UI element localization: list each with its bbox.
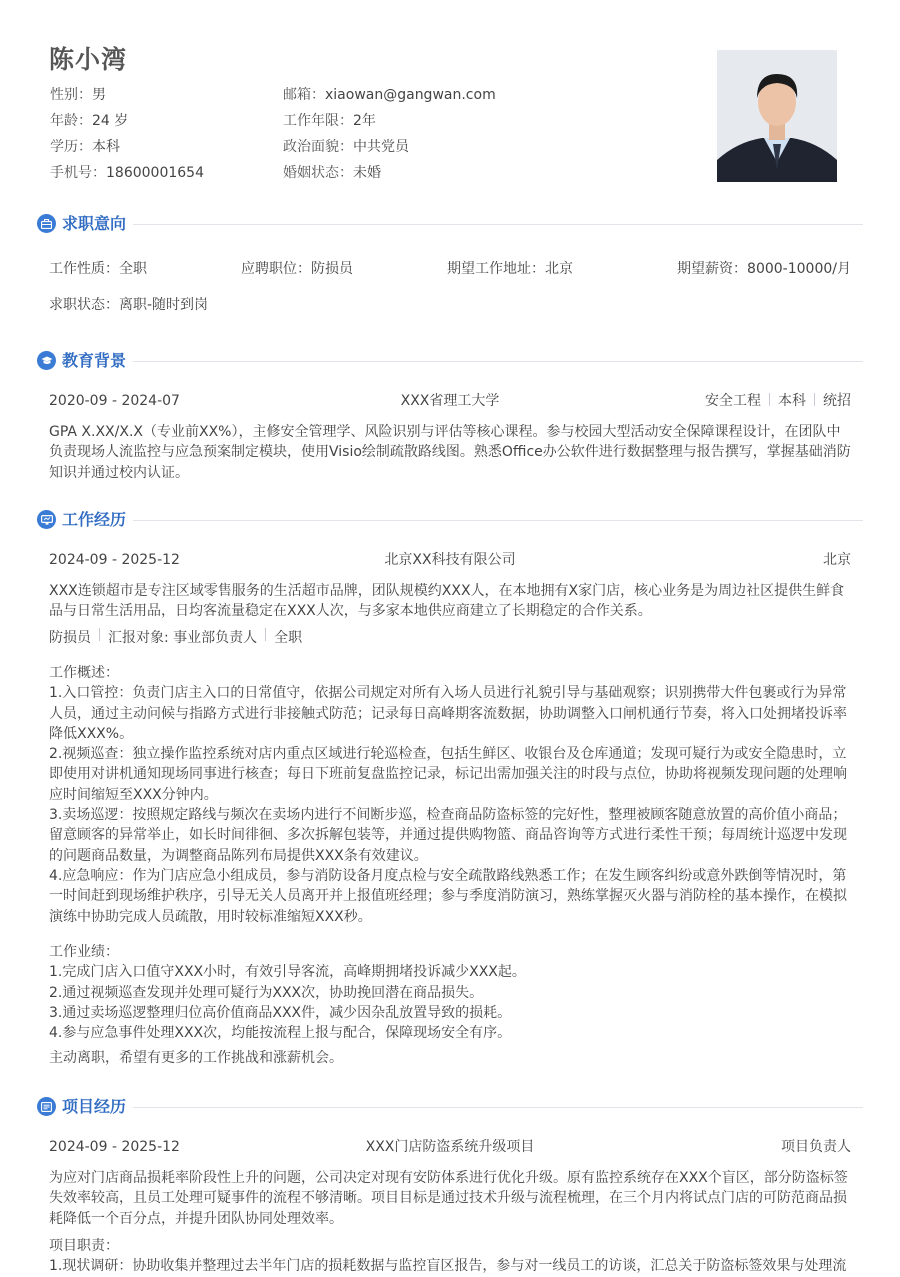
work-header xyxy=(49,550,851,570)
overview-item: 1.入口管控：负责门店主入口的日常值守，依据公司规定对所有入场人员进行礼貌引导与基础观察；识别携带大件包裹或行为异常人员，通过主动问候与指路方式进行非接触式防范；记录每日高峰期客流数据，协助调整入口闸机通行节奏，将入口处拥堵投诉率降低XXX%。 xyxy=(49,685,847,742)
work-period: 2024-09 - 2025-12 xyxy=(49,552,180,568)
section-title: 项目经历 xyxy=(62,1097,127,1116)
overview-item: 3.卖场巡逻：按照规定路线与频次在卖场内进行不间断步巡，检查商品防盗标签的完好性，整理被顾客随意放置的高价值小商品；留意顾客的异常举止，如长时间徘徊、多次拆解包装等，并通过提供购物篮、商品咨询等方式进行柔性干预；每周统计巡逻中发现的问题商品数量，为调整商品陈列布局提供XXX条有效建议。 xyxy=(49,807,847,864)
overview-item: 2.视频巡查：独立操作监控系统对店内重点区域进行轮巡检查，包括生鲜区、收银台及仓库通道；发现可疑行为或安全隐患时，立即使用对讲机通知现场同事进行核查；每日下班前复盘监控记录，标记出需加强关注的时段与点位，协助将视频发现问题的处理响应时间缩短至XXX分钟内。 xyxy=(49,746,847,803)
phone-value: 18600001654 xyxy=(106,165,204,181)
project-period: 2024-09 - 2025-12 xyxy=(49,1139,180,1155)
edu-major: 安全工程 xyxy=(705,393,761,409)
email-value: xiaowan@gangwan.com xyxy=(325,87,496,103)
section-title: 工作经历 xyxy=(62,510,127,529)
achievement-item: 2.通过视频巡查发现并处理可疑行为XXX次，协助挽回潜在商品损失。 xyxy=(49,984,484,1001)
work-tags xyxy=(49,628,851,648)
edu-degree: 本科 xyxy=(778,393,806,409)
location-label: 期望工作地址： xyxy=(447,261,546,277)
work-type: 全职 xyxy=(274,630,303,646)
graduation-cap-icon xyxy=(37,351,56,370)
company-description: XXX连锁超市是专注区域零售服务的生活超市品牌，团队规模约XXX人，在本地拥有X家门店，核心业务是为周边社区提供生鲜食品与日常生活用品，日均客流量稳定在XXX人次，与多家本地供应商建立了长期稳定的合作关系。 xyxy=(49,583,845,620)
candidate-name: 陈小湾 xyxy=(49,45,128,74)
leave-reason: 主动离职，希望有更多的工作挑战和涨薪机会。 xyxy=(49,1050,343,1066)
edu-period: 2020-09 - 2024-07 xyxy=(49,393,180,409)
section-divider xyxy=(133,361,863,362)
status-value: 离职-随时到岗 xyxy=(119,297,209,313)
info-row xyxy=(50,84,610,110)
section-divider xyxy=(133,1107,863,1108)
years-label: 工作年限： xyxy=(283,113,353,129)
section-work xyxy=(37,508,863,532)
duty-label: 项目职责： xyxy=(49,1238,119,1254)
education-header xyxy=(49,391,851,411)
project-header xyxy=(49,1137,851,1157)
salary-value: 8000-10000/月 xyxy=(747,261,851,277)
email-label: 邮箱： xyxy=(283,87,325,103)
edu-value: 本科 xyxy=(92,139,120,155)
project-name: XXX门店防盗系统升级项目 xyxy=(365,1139,535,1155)
phone-label: 手机号： xyxy=(50,165,106,181)
edu-tags xyxy=(591,391,851,411)
project-role: 项目负责人 xyxy=(781,1139,851,1155)
edu-label: 学历： xyxy=(50,139,92,155)
section-title: 教育背景 xyxy=(62,351,127,370)
age-label: 年龄： xyxy=(50,113,92,129)
gender-value: 男 xyxy=(92,87,106,103)
location-value: 北京 xyxy=(545,261,574,277)
achievements-label: 工作业绩： xyxy=(49,944,119,960)
work-company: 北京XX科技有限公司 xyxy=(384,552,516,568)
edu-school: XXX省理工大学 xyxy=(400,393,500,409)
years-value: 2年 xyxy=(353,113,376,129)
project-duties xyxy=(49,1236,854,1277)
achievement-item: 3.通过卖场巡逻整理归位高价值商品XXX件，减少因杂乱放置导致的损耗。 xyxy=(49,1004,512,1021)
status-row xyxy=(49,295,851,315)
section-education xyxy=(37,349,863,373)
nature-value: 全职 xyxy=(119,261,147,277)
marital-value: 未婚 xyxy=(353,165,381,181)
work-report-to: 汇报对象: 事业部负责人 xyxy=(108,630,258,646)
work-city: 北京 xyxy=(823,552,851,568)
section-divider xyxy=(133,224,863,225)
politics-label: 政治面貌： xyxy=(283,139,353,155)
marital-label: 婚姻状态： xyxy=(283,165,353,181)
basic-info xyxy=(50,84,610,188)
salary-label: 期望薪资： xyxy=(677,261,748,277)
overview-item: 4.应急响应：作为门店应急小组成员，参与消防设备月度点检与安全疏散路线熟悉工作；在发生顾客纠纷或意外跌倒等情况时，第一时间赶到现场维护秩序，引导无关人员离开并上报值班经理；参与季度消防演习，熟练掌握灭火器与消防栓的基本操作，在模拟演练中协助完成人员疏散，用时较标准缩短XXX秒。 xyxy=(49,867,847,925)
section-job-intent xyxy=(37,212,863,236)
achievement-item: 4.参与应急事件处理XXX次，均能按流程上报与配合，保障现场安全有序。 xyxy=(49,1025,512,1042)
work-overview xyxy=(49,663,854,927)
nature-label: 工作性质： xyxy=(49,261,119,277)
edu-admission: 统招 xyxy=(823,393,851,409)
profile-photo xyxy=(717,50,837,182)
position-value: 防损员 xyxy=(311,261,354,277)
work-role: 防损员 xyxy=(49,630,91,646)
intent-row xyxy=(49,259,851,279)
info-row xyxy=(50,162,610,188)
section-title: 求职意向 xyxy=(62,214,127,233)
section-project xyxy=(37,1095,863,1119)
gender-label: 性别： xyxy=(50,87,92,103)
age-value: 24 岁 xyxy=(92,113,129,129)
edu-description: GPA X.XX/X.X（专业前XX%），主修安全管理学、风险识别与评估等核心课程。参与校园大型活动安全保障课程设计，在团队中负责现场人流监控与应急预案制定模块，使用Visio绘制疏散路线图。熟悉Office办公软件进行数据整理与报告撰写，掌握基础消防知识并通过校内认证。 xyxy=(49,424,851,481)
info-row xyxy=(50,136,610,162)
position-label: 应聘职位： xyxy=(241,261,312,277)
achievement-item: 1.完成门店入口值守XXX小时，有效引导客流，高峰期拥堵投诉减少XXX起。 xyxy=(49,964,526,981)
overview-label: 工作概述： xyxy=(49,665,119,681)
info-row xyxy=(50,110,610,136)
monitor-icon xyxy=(37,510,56,529)
work-achievements xyxy=(49,942,854,1043)
list-icon xyxy=(37,1097,56,1116)
status-label: 求职状态： xyxy=(49,297,119,313)
briefcase-icon xyxy=(37,214,56,233)
section-divider xyxy=(133,520,863,521)
project-description: 为应对门店商品损耗率阶段性上升的问题，公司决定对现有安防体系进行优化升级。原有监控系统存在XXX个盲区，部分防盗标签失效率较高，且员工处理可疑事件的流程不够清晰。项目目标是通过技术升级与流程梳理，在三个月内将试点门店的可防范商品损耗降低一个百分点，并提升团队协同处理效率。 xyxy=(49,1170,848,1227)
politics-value: 中共党员 xyxy=(353,139,409,155)
duty-item: 1.现状调研：协助收集并整理过去半年门店的损耗数据与监控盲区报告，参与对一线员工的访谈，汇总关于防盗标签效果与处理流 xyxy=(49,1258,847,1275)
